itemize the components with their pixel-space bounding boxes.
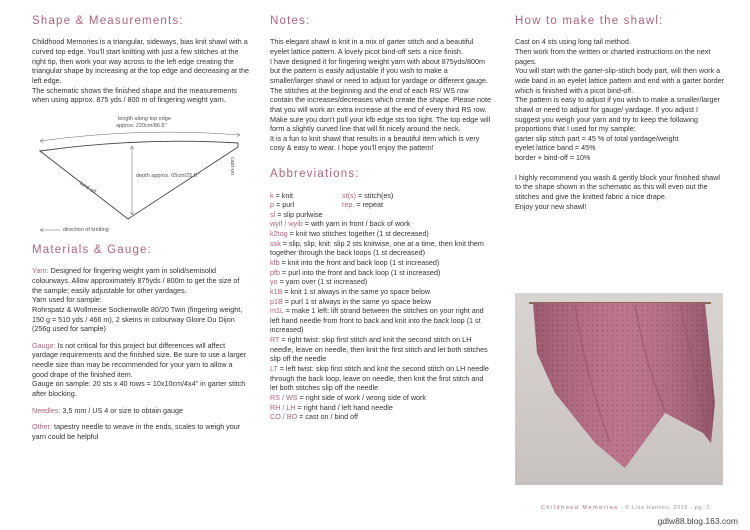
gauge-paragraph [32,341,250,380]
abbrev-item [270,297,492,307]
abbrev-key: p1B [270,296,283,306]
abbrev-item [270,393,492,403]
abbrev-value: = right twist: skip first stitch and knit the second stitch on LH needle, leave on needle, then knit the first stitch and let both stitches slip off the needle [270,335,488,364]
notes-paragraph-3: The stitches at the beginning and the end of each RS/ WS row contain the increases/decreases which create the shape. Please note that you will work an extra increase at the end of every third RS row. Make sure you don't pull your kfb edge sts too tight. The top edge will form a slightly curved line that will fit nicely around the neck. [270,85,491,134]
needles-paragraph [32,406,250,416]
abbrev-row-1 [270,191,492,201]
proportion-2: eyelet lattice band = 45% [515,143,596,153]
abbrev-value: = left twist: skip first stitch and knit the second stitch on LH needle through the back loop, leave on needle, then knit the first stitch and let both stitches slip off the needle [270,364,489,393]
abbrev-value: = with yarn in front / back of work [302,219,411,229]
howto-paragraph-2: Then work from the written or charted instructions on the next pages. [515,47,711,66]
howto-paragraph-4: The pattern is easy to adjust if you wish to make a smaller/larger shawl or need to adjust for gauge/ yardage. If you adjust I suggest you weigh your yarn and try to keep the following proportions that I used for my sample: [515,95,720,134]
materials-heading: Materials & Gauge: [32,243,153,256]
yarn-label: Yarn: [32,266,49,276]
gauge-sample: Gauge on sample: 20 sts x 40 rows = 10x10cm/4x4" in garter stitch after blocking. [32,379,246,398]
abbrev-value: = make 1 left: lift strand between the stitches on your right and left hand needle from front to back and knit into the back loop (1 st increased) [270,306,484,335]
abbrev-key: m1L [270,306,284,316]
notes-paragraph-4: It is a fun to knit shawl that results in a beautiful item which is very cosy & easy to wear. I hope you'll enjoy the pattern! [270,133,480,153]
abbrev-key: RT [270,335,280,345]
abbrev-key: k [270,190,274,200]
abbrev-value: = slip, slip, knit: slip 2 sts knitwise, one at a time, then knit them together through the back loops (1 st decreased) [270,238,484,258]
abbrev-key: k2tog [270,229,288,239]
proportion-1: garter slip stitch part = 45 % of total yardage/weight [515,133,679,143]
abbrev-item [270,229,492,239]
abbrev-item [270,210,492,220]
abbrev-key: LT [270,364,278,374]
abbrev-value: = repeat [354,200,383,210]
howto-paragraph-1: Cast on 4 sts using long tail method. [515,37,631,47]
yarn-text: Designed for fingering weight yarn in solid/semisolid colourways. Allow approximately 875yds / 800m to get the size of the sample; easily adjustable for other yardages. [32,266,240,295]
abbrev-value: = purl into the front and back loop (1 st increased) [280,267,441,277]
abbrev-key: ssk [270,238,281,248]
abbrev-item [270,219,492,229]
abbrev-value: = knit two stitches together (1 st decreased) [287,229,429,239]
gauge-label: Gauge: [32,340,56,350]
footer-credit: - © Lisa Hannes, 2016 - pg. 2 [618,505,710,511]
abbrev-key: yo [270,277,278,287]
abbreviations-heading: Abbreviations: [270,168,360,181]
other-label: Other: [32,422,52,432]
howto-paragraph-3: You will start with the garter-slip-stitch body part, will then work a wide band in an eyelet lattice pattern and end with a garter border which is finished with a picot bind-off. [515,66,724,95]
gauge-text: Is not critical for this project but differences will affect yardage requirements and the finished size. Be sure to use a larger needle size than may be recommended for your yarn to allow a good drape of the finished item. [32,340,247,379]
abbrev-key: p [270,200,274,210]
abbrev-item [270,239,492,258]
shape-paragraph-2: The schematic shows the finished shape and the measurements when using approx. 875 yds / 800 m of fingering weight yarn. [32,85,237,105]
shape-heading: Shape & Measurements: [32,15,184,27]
abbrev-value: = knit into the front and back loop (1 st increased) [279,257,440,267]
top-edge-measure: approx. 220cm/86.6" [116,122,167,129]
abbrev-item [270,306,492,335]
abbrev-key: CO / BO [270,412,298,422]
abbrev-key: kfb [270,257,280,267]
abbrev-key: rep. [342,200,355,210]
abbrev-item [270,335,492,364]
abbrev-value: = slip purlwise [275,209,323,219]
abbrev-item [270,403,492,413]
proportion-3: border + bind-off = 10% [515,153,591,163]
page-footer [541,505,710,512]
depth-label: depth approx. 65cm/25.6" [136,172,199,179]
right-column [515,14,725,211]
yarn-sample: Rohrspatz & Wollmeise Sockenwolle 80/20 Twin (fingering weight, 150 g = 510 yds / 466 m), 2 skeins in colourway Gloire Du Dijon (256g used for sample) [32,304,243,334]
abbrev-key: sl [270,209,276,219]
abbrev-value: = stitch(es) [355,190,394,200]
howto-paragraph-6: Enjoy your new shawl! [515,201,587,211]
abbrev-value: = knit [273,190,293,200]
abbrev-item [270,268,492,278]
abbrev-item [270,287,492,297]
watermark: gdlw88.blog.163.com [657,516,738,526]
notes-heading: Notes: [270,15,311,27]
abbrev-list [270,210,492,422]
other-text: tapestry needle to weave in the ends, scales to weigh your yarn could be helpful [32,422,241,441]
abbrev-value: = purl 1 st always in the same yo space below [282,296,432,306]
abbrev-row-2 [270,200,492,210]
abbrev-value: = cast on / bind off [297,412,358,422]
abbrev-value: = right hand / left hand needle [295,402,393,412]
shape-paragraph-1: Childhood Memories is a triangular, sideways, bias knit shawl with a curved top edge. You'll start knitting with just a few stitches at the right tip, then work your way across to the left edge creating the triangular shape by increasing at the top edge and decreasing at the left edge. [32,37,249,85]
yarn-paragraph [32,266,250,295]
abbrev-item [270,364,492,393]
abbrev-item [270,258,492,268]
abbrev-value: = knit 1 st always in the same yo space below [282,286,431,296]
needles-text: 3,5 mm / US 4 or size to obtain gauge [60,405,184,415]
abbrev-value: = yarn over (1 st increased) [277,277,368,287]
yarn-used-label: Yarn used for sample: [32,295,102,305]
abbrev-key: RH / LH [270,402,296,412]
top-edge-label: length along top edge [118,115,171,122]
left-column [32,14,250,442]
direction-label: direction of knitting [63,226,109,233]
shawl-photo [515,293,723,485]
notes-paragraph-2: I have designed it for fingering weight yarn with about 875yds/800m but the pattern is easily adjustable if you wish to make a smaller/larger shawl or need to adjust for yardage or different gauge. [270,56,489,85]
cast-on-label: cast-on [229,156,235,175]
abbrev-key: st(s) [342,190,356,200]
abbrev-value: = purl [274,200,295,210]
other-paragraph [32,422,250,441]
needles-label: Needles: [32,405,61,415]
abbrev-key: pfb [270,267,280,277]
abbrev-item [270,277,492,287]
bind-off-label: bind-off [78,180,97,196]
abbrev-item [270,412,492,422]
shawl-schematic [32,113,250,233]
howto-paragraph-5: I highly recommend you wash & gently block your finished shawl to the shape shown in the schematic as this will even out the stitches and give the knitted fabric a nice drape. [515,172,720,202]
abbrev-key: RS / WS [270,392,298,402]
abbrev-value: = right side of work / wrong side of work [297,392,426,402]
middle-column [270,14,492,422]
footer-title: Childhood Memories [541,505,619,511]
abbrev-key: wyif / wyib [270,219,303,229]
abbrev-key: k1B [270,286,283,296]
howto-heading: How to make the shawl: [515,15,664,27]
notes-paragraph-1: This elegant shawl is knit in a mix of garter stitch and a beautiful eyelet lattice pattern. A lovely picot bind-off sets a nice finish. [270,37,474,57]
shawl-photo-illustration [515,293,723,485]
